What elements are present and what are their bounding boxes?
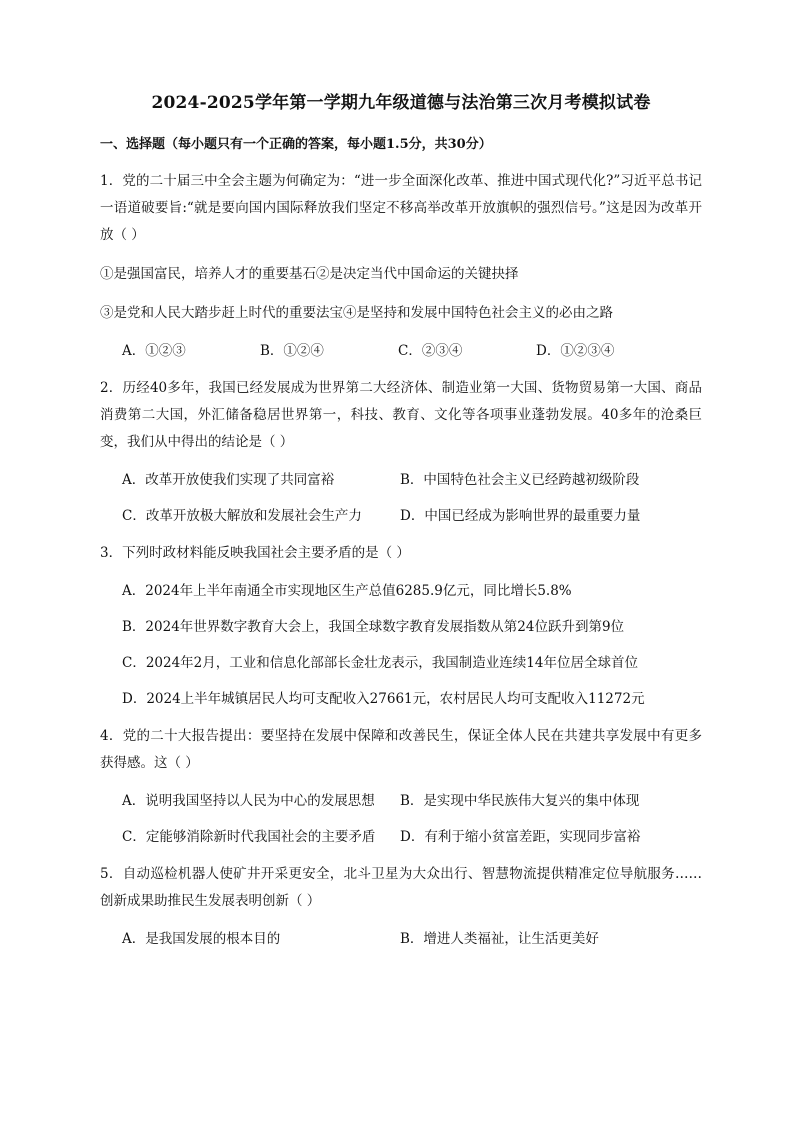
option-b[interactable]: B．是实现中华民族伟大复兴的集中体现 — [400, 793, 640, 809]
question-1-statement-1: ①是强国富民，培养人才的重要基石②是决定当代中国命运的关键抉择 — [100, 266, 519, 282]
option-b[interactable]: B．2024年世界数字教育大会上，我国全球数字教育发展指数从第24位跃升到第9位 — [122, 619, 625, 635]
option-d[interactable]: D．①②③④ — [536, 343, 615, 359]
question-5-options-row-1 — [100, 927, 702, 947]
option-a[interactable]: A．改革开放使我们实现了共同富裕 — [122, 472, 335, 488]
option-c[interactable]: C．定能够消除新时代我国社会的主要矛盾 — [122, 829, 376, 845]
question-4-options-row-1 — [100, 789, 702, 809]
question-1-stem: 1．党的二十届三中全会主题为何确定为：“进一步全面深化改革、推进中国式现代化?”习近平总书记一语道破要旨:“就是要向国内国际释放我们坚定不移高举改革开放旗帜的强烈信号。”这是因为改革开放（ ） — [100, 173, 702, 243]
question-2-options-row-2 — [100, 504, 702, 524]
question-2-options-row-1 — [100, 468, 702, 488]
option-d[interactable]: D．有利于缩小贫富差距，实现同步富裕 — [400, 829, 641, 845]
question-1-options — [100, 339, 702, 359]
exam-title: 2024-2025学年第一学期九年级道德与法治第三次月考模拟试卷 — [151, 93, 651, 113]
option-d[interactable]: D．中国已经成为影响世界的最重要力量 — [400, 508, 641, 524]
option-c[interactable]: C．2024年2月，工业和信息化部部长金壮龙表示，我国制造业连续14年位居全球首位 — [122, 655, 638, 671]
section-heading: 一、选择题（每小题只有一个正确的答案，每小题1.5分，共30分） — [100, 137, 492, 152]
option-a[interactable]: A．①②③ — [122, 343, 186, 359]
option-a[interactable]: A．2024年上半年南通全市实现地区生产总值6285.9亿元，同比增长5.8% — [122, 583, 572, 599]
option-b[interactable]: B．①②④ — [260, 343, 324, 359]
option-d[interactable]: D．2024上半年城镇居民人均可支配收入27661元，农村居民人均可支配收入11272元 — [122, 691, 645, 707]
option-b[interactable]: B．增进人类福祉，让生活更美好 — [400, 931, 599, 947]
option-c[interactable]: C．②③④ — [398, 343, 463, 359]
option-b[interactable]: B．中国特色社会主义已经跨越初级阶段 — [400, 472, 640, 488]
option-a[interactable]: A．是我国发展的根本目的 — [122, 931, 281, 947]
option-a[interactable]: A．说明我国坚持以人民为中心的发展思想 — [122, 793, 375, 809]
question-4-stem: 4．党的二十大报告提出：要坚持在发展中保障和改善民生，保证全体人民在共建共享发展中有更多获得感。这（ ） — [100, 728, 702, 771]
question-2-stem: 2．历经40多年，我国已经发展成为世界第二大经济体、制造业第一大国、货物贸易第一大国、商品消费第二大国，外汇储备稳居世界第一，科技、教育、文化等各项事业蓬勃发展。40多年的沧桑巨变，我们从中得出的结论是（ ） — [100, 380, 702, 450]
option-c[interactable]: C．改革开放极大解放和发展社会生产力 — [122, 508, 362, 524]
question-5-stem: 5．自动巡检机器人使矿井开采更安全，北斗卫星为大众出行、智慧物流提供精准定位导航服务……创新成果助推民生发展表明创新（ ） — [100, 866, 702, 909]
question-4-options-row-2 — [100, 825, 702, 845]
question-1-statement-2: ③是党和人民大踏步赶上时代的重要法宝④是坚持和发展中国特色社会主义的必由之路 — [100, 305, 613, 321]
question-3-stem: 3．下列时政材料能反映我国社会主要矛盾的是（ ） — [100, 545, 410, 561]
